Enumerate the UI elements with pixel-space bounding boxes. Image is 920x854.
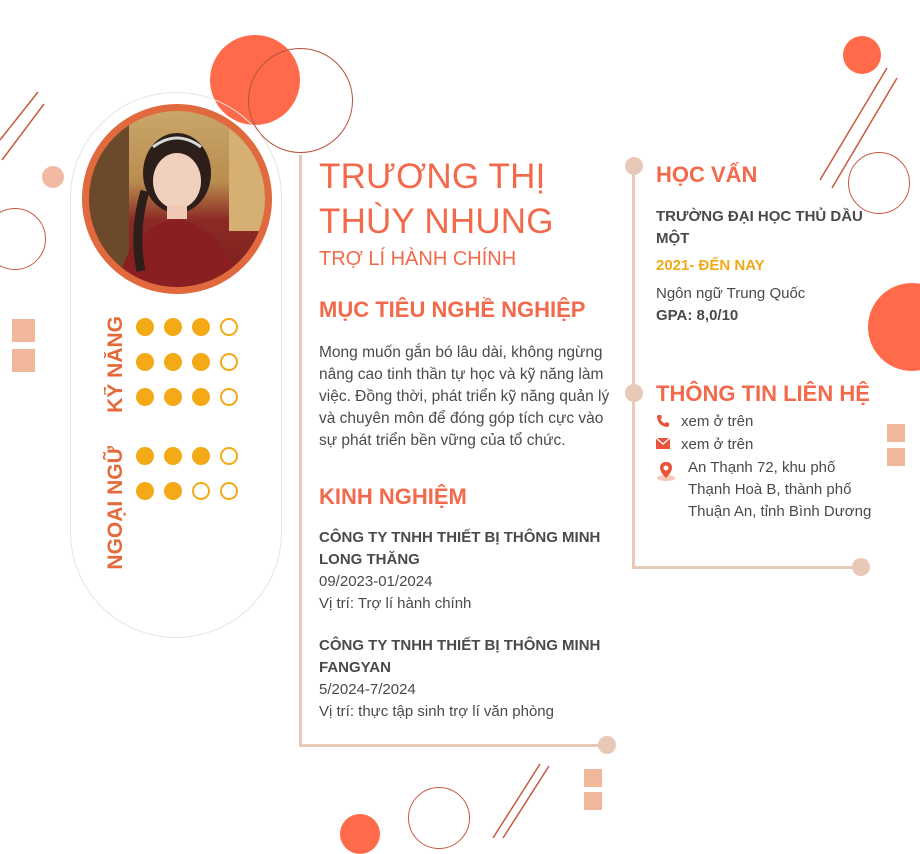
- objective-text: Mong muốn gắn bó lâu dài, không ngừng nâng cao tinh thần tự học và kỹ năng làm việc. Đồng thời, phát triển kỹ năng quản lý và chuyên môn để đóng góp tích cực vào sự phát triển bền vững của tổ chức.: [319, 344, 610, 449]
- rating-dot-filled: [164, 388, 182, 406]
- languages-rating: [136, 447, 246, 507]
- rating-dot-filled: [136, 482, 154, 500]
- objective-heading: MỤC TIÊU NGHỀ NGHIỆP: [319, 297, 586, 322]
- experience-position: Vị trí: Trợ lí hành chính: [319, 595, 472, 612]
- experience-heading: KINH NGHIỆM: [319, 484, 467, 509]
- rating-dot-filled: [192, 447, 210, 465]
- rating-dot-empty: [220, 482, 238, 500]
- rating-dot-filled: [164, 447, 182, 465]
- timeline-horizontal: [299, 744, 607, 747]
- contact-address: An Thạnh 72, khu phố Thạnh Hoà B, thành phố Thuận An, tỉnh Bình Dương: [688, 459, 872, 520]
- envelope-icon: [656, 438, 670, 449]
- school-name: TRƯỜNG ĐẠI HỌC THỦ DẦU MỘT: [656, 208, 863, 247]
- timeline-dot: [625, 157, 643, 175]
- experience-period: 09/2023-01/2024: [319, 573, 433, 590]
- timeline-horizontal: [632, 566, 862, 569]
- experience-item: [319, 635, 614, 723]
- skills-label: KỸ NĂNG: [104, 316, 127, 413]
- rating-dot-empty: [220, 447, 238, 465]
- company-name: CÔNG TY TNHH THIẾT BỊ THÔNG MINH FANGYAN: [319, 637, 601, 676]
- rating-dot-filled: [136, 447, 154, 465]
- name-line-1: TRƯƠNG THỊ: [319, 157, 546, 196]
- job-title: TRỢ LÍ HÀNH CHÍNH: [319, 248, 517, 270]
- education-gpa: GPA: 8,0/10: [656, 307, 739, 324]
- experience-period: 5/2024-7/2024: [319, 681, 416, 698]
- company-name: CÔNG TY TNHH THIẾT BỊ THÔNG MINH LONG THĂNG: [319, 529, 601, 568]
- rating-dot-empty: [220, 318, 238, 336]
- timeline-dot: [852, 558, 870, 576]
- name-line-2: THÙY NHUNG: [319, 202, 554, 241]
- rating-dot-filled: [136, 353, 154, 371]
- full-name: [319, 154, 554, 244]
- contact-phone: xem ở trên: [681, 413, 754, 430]
- timeline-vertical: [299, 155, 302, 747]
- rating-dot-filled: [192, 388, 210, 406]
- map-pin-icon: [655, 460, 677, 482]
- rating-dot-empty: [220, 388, 238, 406]
- languages-label: NGOẠI NGỮ: [104, 446, 127, 570]
- skills-rating: [136, 318, 246, 408]
- rating-dot-filled: [136, 388, 154, 406]
- education-heading: HỌC VẤN: [656, 162, 758, 187]
- rating-dot-filled: [136, 318, 154, 336]
- rating-dot-empty: [220, 353, 238, 371]
- profile-photo: [89, 111, 265, 287]
- experience-position: Vị trí: thực tập sinh trợ lí văn phòng: [319, 703, 554, 720]
- rating-dot-filled: [192, 353, 210, 371]
- experience-item: [319, 527, 614, 615]
- contact-heading: THÔNG TIN LIÊN HỆ: [656, 381, 870, 406]
- education-period: 2021- ĐẾN NAY: [656, 257, 765, 274]
- contact-email: xem ở trên: [681, 436, 754, 453]
- rating-dot-filled: [164, 318, 182, 336]
- timeline-dot: [625, 384, 643, 402]
- education-major: Ngôn ngữ Trung Quốc: [656, 285, 806, 302]
- rating-dot-empty: [192, 482, 210, 500]
- rating-dot-filled: [164, 482, 182, 500]
- rating-dot-filled: [164, 353, 182, 371]
- portrait-illustration: [89, 111, 265, 287]
- phone-icon: [656, 414, 670, 428]
- timeline-vertical: [632, 165, 635, 569]
- timeline-dot: [598, 736, 616, 754]
- rating-dot-filled: [192, 318, 210, 336]
